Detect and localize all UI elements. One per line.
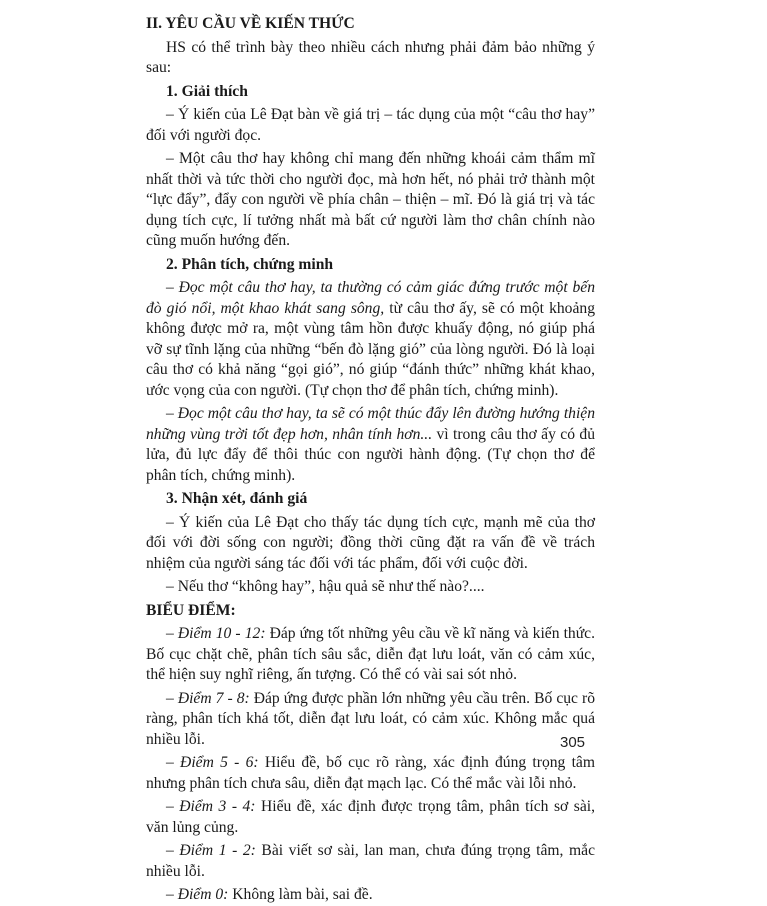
grading-label: – Điểm 7 - 8:	[166, 689, 250, 707]
part1-paragraph-1: – Ý kiến của Lê Đạt bàn về giá trị – tác dụng của một “câu thơ hay” đối với người đọc.	[146, 106, 595, 144]
grading-item	[146, 885, 595, 906]
grading-label: – Điểm 0:	[166, 886, 229, 903]
grading-title: BIỂU ĐIỂM:	[146, 601, 236, 619]
grading-text: Bài viết sơ sài, lan man, chưa đúng trọng tâm, mắc nhiều lỗi.	[146, 842, 595, 880]
grading-text: Đáp ứng được phần lớn những yêu cầu trên. Bố cục rõ ràng, phân tích khá tốt, diễn đạt lưu loát, có cảm xúc. Không mắc quá nhiều lỗi.	[146, 689, 596, 748]
part2-p1-quote: – Đọc một câu thơ hay, ta thường có cảm giác đứng trước một bến đò gió nổi, một khao khát sang sông,	[146, 279, 595, 317]
grading-label: – Điểm 5 - 6:	[166, 754, 259, 771]
grading-text: Đáp ứng tốt những yêu cầu về kĩ năng và kiến thức. Bố cục chặt chẽ, phân tích sâu sắc, diễn đạt lưu loát, văn có cảm xúc, thể hiện suy nghĩ riêng, ấn tượng. Có thể có vài sai sót nhỏ.	[146, 625, 595, 683]
grading-list	[146, 624, 595, 906]
section-title: II. YÊU CẦU VỀ KIẾN THỨC	[146, 15, 355, 32]
part3-paragraph-1: – Ý kiến của Lê Đạt cho thấy tác dụng tích cực, mạnh mẽ của thơ đối với đời sống con người; đồng thời cũng đặt ra vấn đề về trách nhiệm của người sáng tác đối với tác phẩm, đối với cuộc đời.	[146, 513, 595, 572]
part3-title: 3. Nhận xét, đánh giá	[166, 490, 308, 507]
grading-label: – Điểm 3 - 4:	[166, 798, 256, 815]
part1-paragraph-2: – Một câu thơ hay không chỉ mang đến những khoái cảm thẩm mĩ nhất thời và tức thời cho người đọc, mà hơn hết, nó phải trở thành một “lực đẩy”, đẩy con người về phía chân – thiện – mĩ. Đó là giá trị và tác dụng tích cực, lí tưởng nhất mà bất cứ người làm thơ chân chính nào cũng muốn hướng đến.	[146, 150, 595, 249]
grading-item	[146, 624, 595, 686]
grading-item	[146, 753, 595, 794]
part3-paragraph-2: – Nếu thơ “không hay”, hậu quả sẽ như thế nào?....	[166, 578, 485, 595]
grading-text: Hiểu đề, xác định được trọng tâm, phân tích sơ sài, văn lủng củng.	[146, 798, 595, 836]
grading-item	[146, 797, 595, 838]
grading-text: Không làm bài, sai đề.	[228, 886, 373, 903]
part1-title: 1. Giải thích	[166, 82, 248, 100]
part2-paragraph-2	[146, 404, 595, 486]
part2-p1-body: từ câu thơ ấy, sẽ có một khoảng không được mở ra, một vùng tâm hồn được khuấy động, nó giúp phá vỡ sự tĩnh lặng của những “bến đò lặng gió” của lòng người. Đó là loại câu thơ có khả năng “gọi gió”, nó giúp “đánh thức” những khát khao, ước vọng của con người. (Tự chọn thơ để phân tích, chứng minh).	[146, 299, 595, 399]
grading-item	[146, 689, 595, 751]
part2-p2-body: vì trong câu thơ ấy có đủ lửa, đủ lực đẩy để thôi thúc con người hành động. (Tự chọn thơ để phân tích, chứng minh).	[146, 425, 595, 484]
part2-p2-quote: – Đọc một câu thơ hay, ta sẽ có một thúc đẩy lên đường hướng thiện những vùng trời tốt đẹp hơn, nhân tính hơn...	[146, 405, 595, 443]
grading-label: – Điểm 10 - 12:	[166, 625, 266, 642]
part2-paragraph-1	[146, 278, 595, 401]
grading-label: – Điểm 1 - 2:	[166, 842, 256, 859]
grading-text: Hiểu đề, bố cục rõ ràng, xác định đúng trọng tâm nhưng phân tích chưa sâu, diễn đạt mạch lạc. Có thể mắc vài lỗi nhỏ.	[146, 754, 595, 792]
intro-paragraph: HS có thể trình bày theo nhiều cách nhưng phải đảm bảo những ý sau:	[146, 38, 595, 76]
grading-item	[146, 841, 595, 882]
page-number: 305	[560, 734, 586, 751]
part2-title: 2. Phân tích, chứng minh	[166, 255, 334, 273]
